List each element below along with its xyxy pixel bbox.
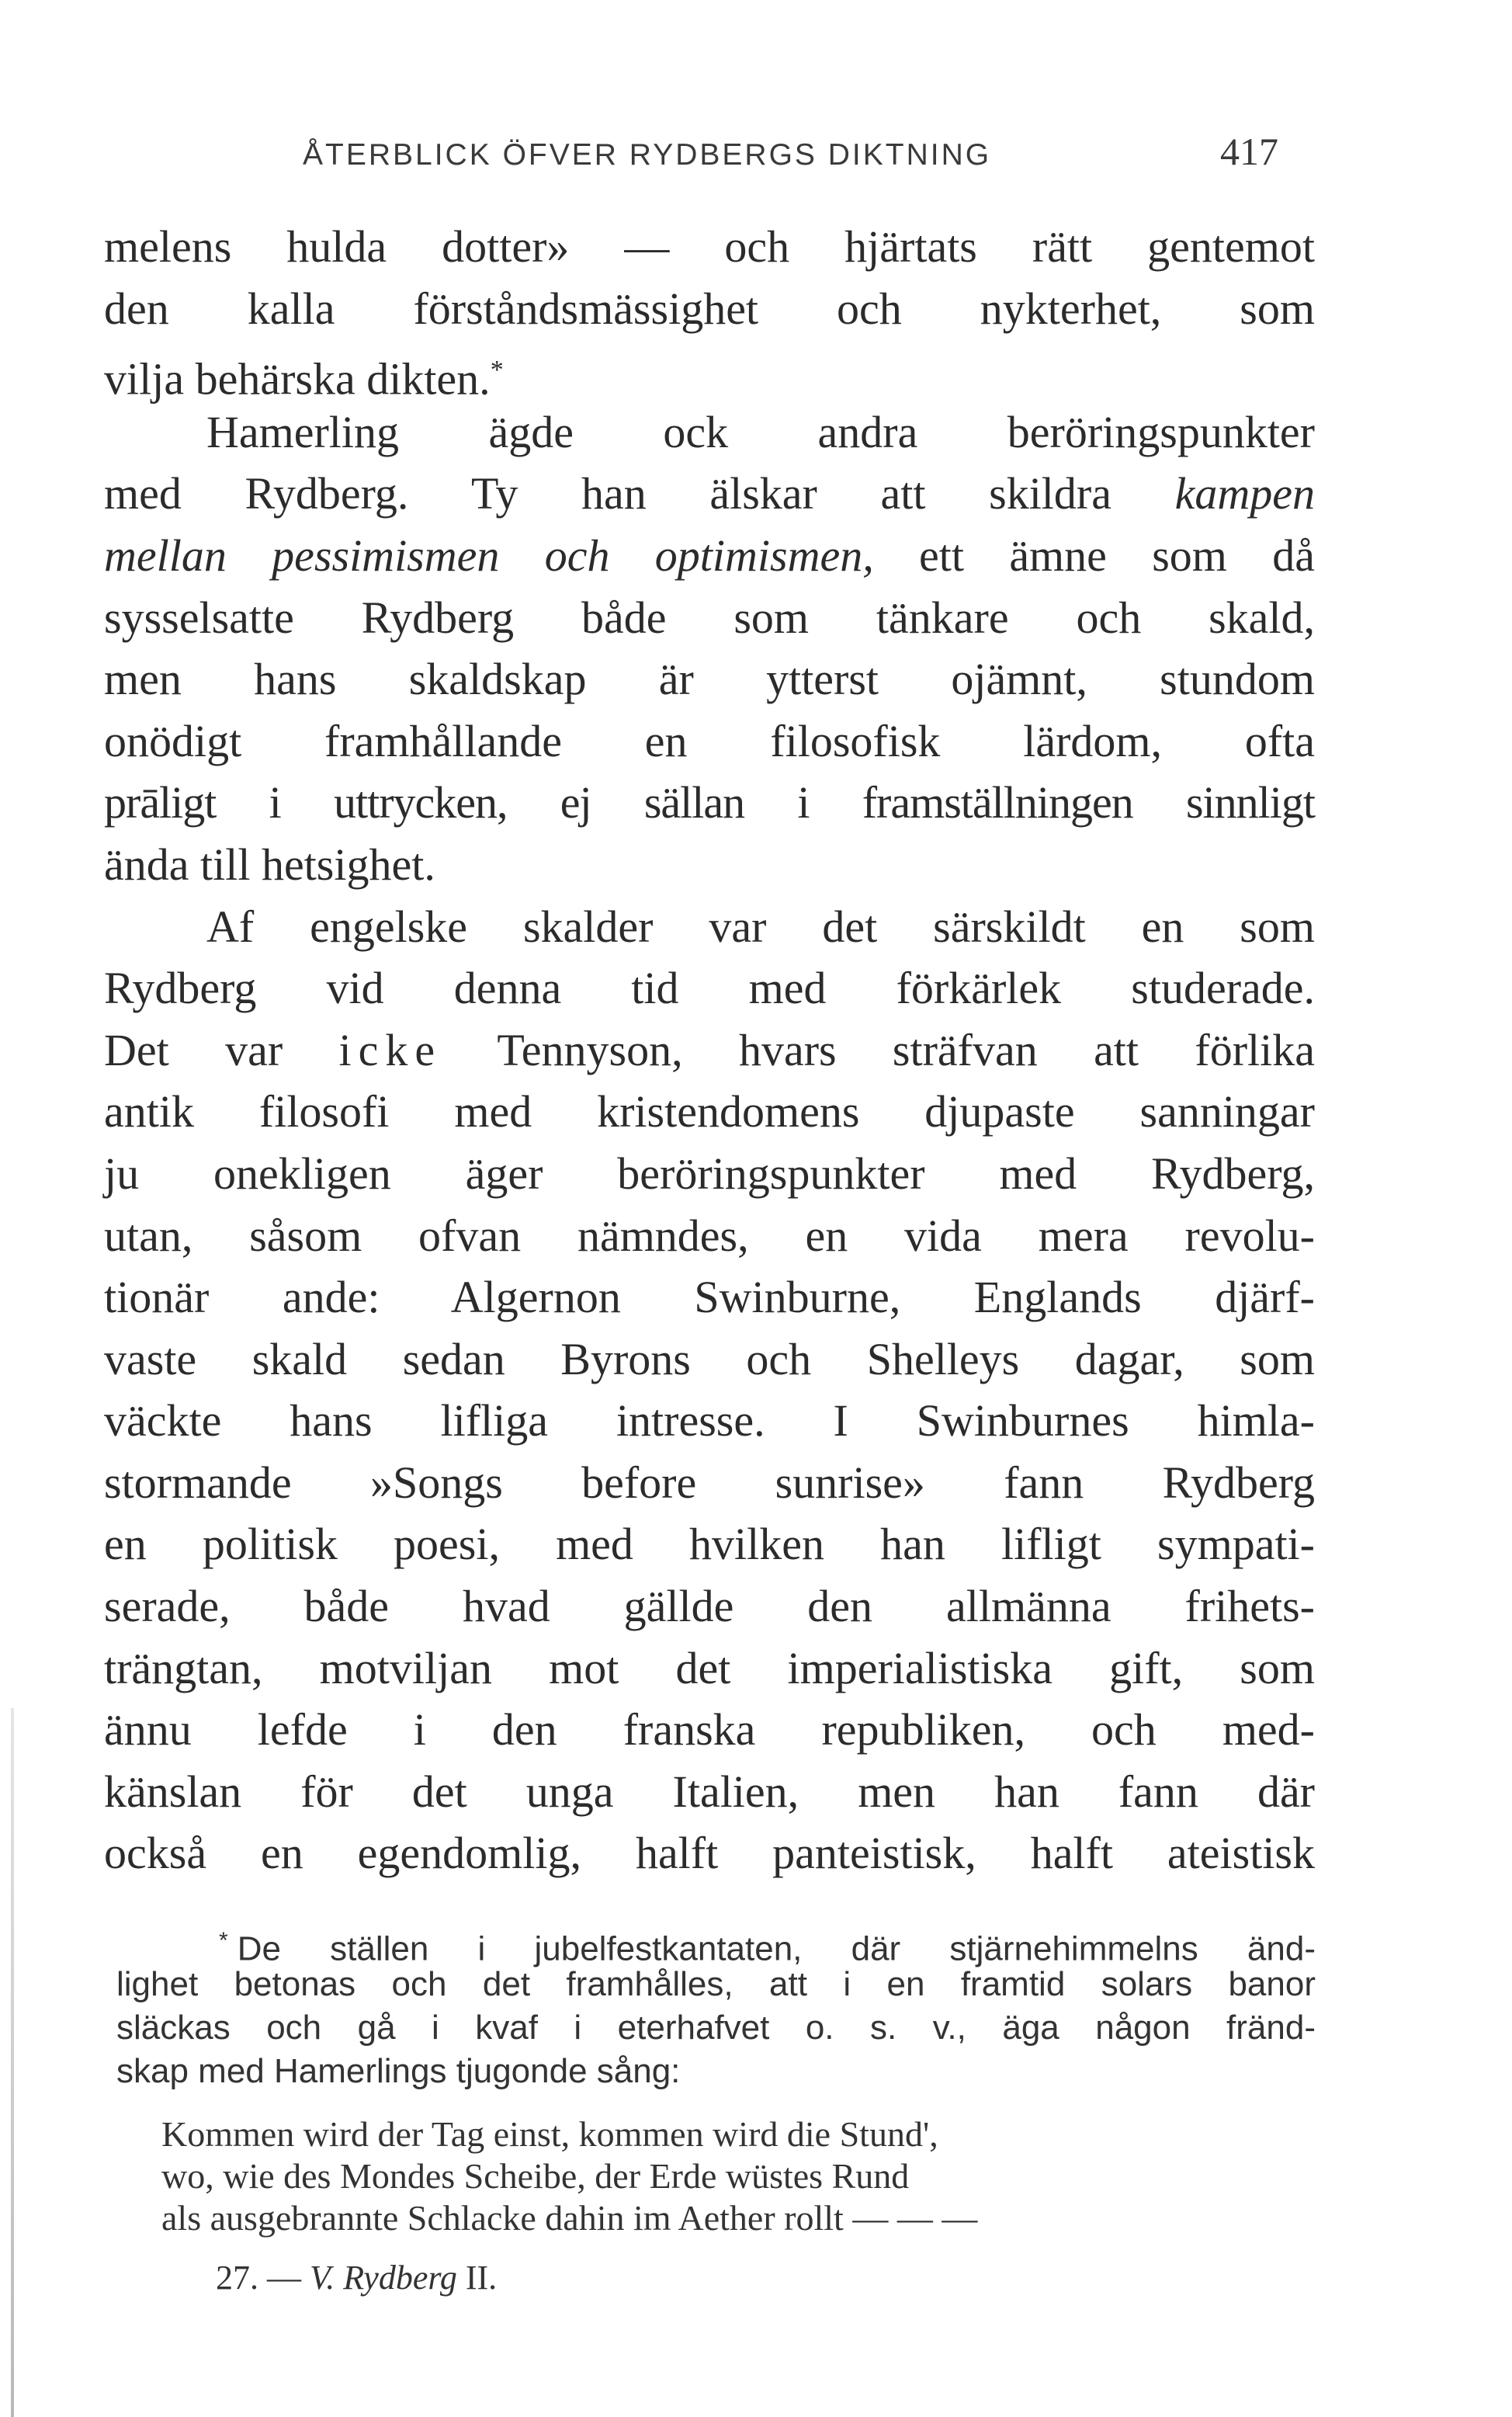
text-line <box>104 463 1315 525</box>
text-line: ju onekligen äger beröringspunkter med Rydberg, <box>104 1148 1315 1199</box>
spaced-emphasis: icke <box>338 1024 442 1075</box>
text-line: ända till hetsighet. <box>104 839 435 890</box>
text-line: också en egendomlig, halft panteistisk, halft ateistisk <box>104 1828 1315 1879</box>
sheet-number: 27. — <box>216 2259 310 2297</box>
scan-edge-shadow <box>11 1708 14 2417</box>
text-line: utan, såsom ofvan nämndes, en vida mera revolu- <box>104 1210 1315 1261</box>
text-line: stormande »Songs before sunrise» fann Rydberg <box>104 1457 1315 1508</box>
volume-number: II. <box>456 2259 498 2297</box>
footnote-line: släckas och gå i kvaf i eterhafvet o. s. v., äga någon fränd- <box>116 2009 1316 2047</box>
text-line: den kalla förståndsmässighet och nykterhet, som <box>104 283 1315 334</box>
text-line: vaste skald sedan Byrons och Shelleys dagar, som <box>104 1333 1315 1384</box>
running-head: ÅTERBLICK ÖFVER RYDBERGS DIKTNING <box>303 138 992 172</box>
text-line: Af engelske skalder var det särskildt en som <box>206 901 1315 952</box>
page-number: 417 <box>1220 130 1278 173</box>
text-line: Hamerling ägde ock andra beröringspunkter <box>206 406 1315 457</box>
text-line: melens hulda dotter» — och hjärtats rätt gentemot <box>104 221 1315 272</box>
footnote-line: skap med Hamerlings tjugonde sång: <box>116 2052 681 2090</box>
text-span: Det var <box>104 1024 339 1075</box>
body-text <box>104 216 1315 1884</box>
text-line: men hans skaldskap är ytterst ojämnt, stundom <box>104 654 1315 705</box>
text-span: med Rydberg. Ty han älskar att skildra <box>104 468 1175 519</box>
signature-mark <box>216 2258 497 2297</box>
text-line: väckte hans lifliga intresse. I Swinburnes himla- <box>104 1395 1315 1446</box>
text-line <box>104 525 1315 587</box>
text-line: ännu lefde i den franska republiken, och med- <box>104 1704 1315 1755</box>
poem-line: wo, wie des Mondes Scheibe, der Erde wüstes Rund <box>161 2156 910 2196</box>
text-line: sysselsatte Rydberg både som tänkare och skald, <box>104 592 1315 643</box>
text-line: onödigt framhållande en filosofisk lärdom, ofta <box>104 715 1315 766</box>
text-span: Tennyson, hvars sträfvan att förlika <box>442 1024 1315 1075</box>
text-line: trängtan, motviljan mot det imperialistiska gift, som <box>104 1642 1315 1693</box>
poem-line: als ausgebrannte Schlacke dahin im Aether rollt — — — <box>161 2198 978 2238</box>
footnote-mark: * <box>219 1928 228 1953</box>
text-span: vilja behärska dikten. <box>104 353 491 405</box>
footnote-line: lighet betonas och det framhålles, att i en framtid solars banor <box>116 1965 1316 2003</box>
text-line: tionär ande: Algernon Swinburne, Englands djärf- <box>104 1272 1315 1323</box>
italic-span: mellan pessimismen och optimismen, <box>104 530 874 581</box>
footnote <box>116 1919 1316 2093</box>
text-span: De ställen i jubelfestkantaten, där stjärnehimmelns änd- <box>237 1929 1316 1968</box>
text-line <box>104 339 1315 405</box>
text-line: känslan för det unga Italien, men han fann där <box>104 1766 1315 1817</box>
text-line: serade, både hvad gällde den allmänna frihets- <box>104 1581 1315 1632</box>
footnote-reference: * <box>490 356 504 385</box>
text-line: Rydberg vid denna tid med förkärlek studerade. <box>104 963 1315 1014</box>
text-line: antik filosofi med kristendomens djupaste sanningar <box>104 1086 1315 1137</box>
footnote-line <box>116 1919 1316 1968</box>
italic-span: kampen <box>1174 468 1315 519</box>
poem-line: Kommen wird der Tag einst, kommen wird die Stund', <box>161 2114 938 2154</box>
signature-author: V. Rydberg <box>310 2259 457 2297</box>
quoted-poem <box>161 2113 1326 2239</box>
text-span: ett ämne som då <box>873 530 1315 581</box>
text-line: en politisk poesi, med hvilken han lifligt sympati- <box>104 1519 1315 1570</box>
text-line <box>104 1019 1315 1082</box>
text-line: prāligt i uttrycken, ej sällan i framställningen sinnligt <box>104 777 1315 828</box>
